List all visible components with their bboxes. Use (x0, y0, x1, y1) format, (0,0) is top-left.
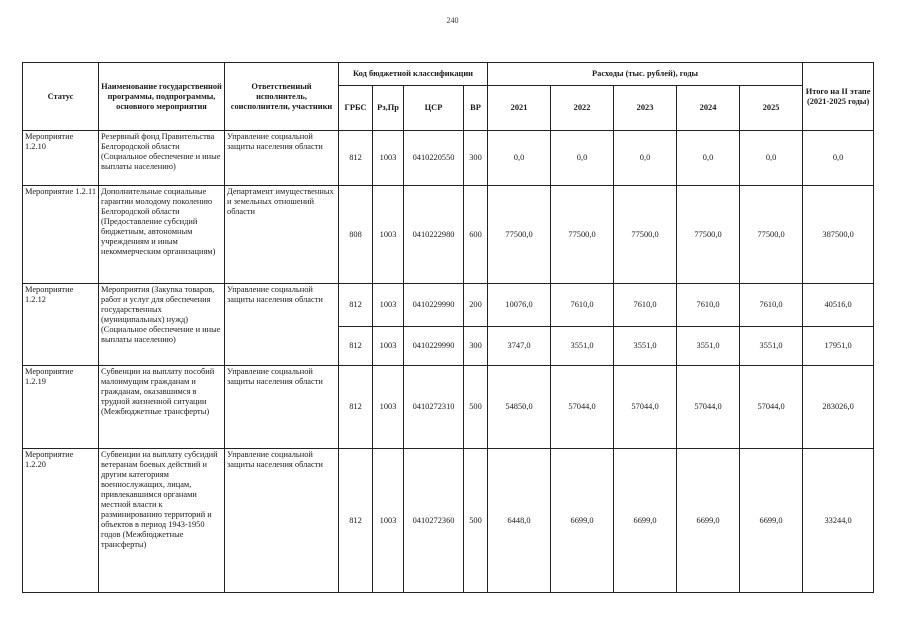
cell-2025: 7610,0 (740, 284, 803, 327)
cell-2023: 57044,0 (614, 366, 677, 449)
cell-vr: 300 (464, 131, 488, 186)
cell-2025: 77500,0 (740, 186, 803, 284)
cell-2024: 7610,0 (677, 284, 740, 327)
cell-2022: 7610,0 (551, 284, 614, 327)
header-grbs: ГРБС (339, 86, 373, 131)
row-name: Субвенции на выплату субсидий ветеранам боевых действий и другим категориям военнослужащих, лицам, привлекавшимся органами местной власти к разминированию территорий и объектов в период 1943-1950 годов (Межбюджетные трансферты) (99, 449, 225, 593)
cell-vr: 500 (464, 449, 488, 593)
page-number: 240 (446, 16, 459, 25)
cell-2022: 3551,0 (551, 327, 614, 366)
cell-2021: 0,0 (488, 131, 551, 186)
header-responsible: Ответственный исполнитель, соисполнители, участники (225, 63, 339, 131)
header-expenses: Расходы (тыс. рублей), годы (488, 63, 803, 86)
cell-2022: 77500,0 (551, 186, 614, 284)
cell-2021: 77500,0 (488, 186, 551, 284)
cell-total: 33244,0 (803, 449, 874, 593)
cell-grbs: 812 (339, 327, 373, 366)
cell-total: 0,0 (803, 131, 874, 186)
cell-2023: 7610,0 (614, 284, 677, 327)
cell-vr: 200 (464, 284, 488, 327)
cell-2023: 0,0 (614, 131, 677, 186)
cell-csr: 0410222980 (404, 186, 464, 284)
cell-rzpr: 1003 (373, 327, 404, 366)
row-responsible: Управление социальной защиты населения области (225, 366, 339, 449)
row-responsible: Управление социальной защиты населения области (225, 284, 339, 366)
row-name: Резервный фонд Правительства Белгородской области (Социальное обеспечение и иные выплаты населению) (99, 131, 225, 186)
cell-2022: 57044,0 (551, 366, 614, 449)
cell-grbs: 808 (339, 186, 373, 284)
header-year-2024: 2024 (677, 86, 740, 131)
budget-table (22, 62, 874, 593)
header-total: Итого на II этапе (2021-2025 годы) (803, 63, 874, 131)
cell-csr: 0410229990 (404, 327, 464, 366)
cell-2022: 6699,0 (551, 449, 614, 593)
cell-total: 17951,0 (803, 327, 874, 366)
table-row (23, 131, 874, 186)
cell-grbs: 812 (339, 284, 373, 327)
header-year-2021: 2021 (488, 86, 551, 131)
row-name: Субвенции на выплату пособий малоимущим гражданам и гражданам, оказавшимся в трудной жизненной ситуации (Межбюджетные трансферты) (99, 366, 225, 449)
cell-2025: 0,0 (740, 131, 803, 186)
row-status: Мероприятие 1.2.20 (23, 449, 99, 593)
cell-vr: 600 (464, 186, 488, 284)
cell-csr: 0410272360 (404, 449, 464, 593)
cell-2025: 3551,0 (740, 327, 803, 366)
cell-total: 283026,0 (803, 366, 874, 449)
table-row (23, 186, 874, 284)
cell-2023: 3551,0 (614, 327, 677, 366)
cell-csr: 0410229990 (404, 284, 464, 327)
header-status: Статус (23, 63, 99, 131)
cell-2025: 6699,0 (740, 449, 803, 593)
cell-2024: 3551,0 (677, 327, 740, 366)
cell-vr: 500 (464, 366, 488, 449)
header-year-2022: 2022 (551, 86, 614, 131)
row-name: Мероприятия (Закупка товаров, работ и услуг для обеспечения государственных (муниципальных) нужд) (Социальное обеспечение и иные выплаты населению) (99, 284, 225, 366)
table-row (23, 366, 874, 449)
cell-total: 40516,0 (803, 284, 874, 327)
cell-2025: 57044,0 (740, 366, 803, 449)
cell-grbs: 812 (339, 131, 373, 186)
cell-2024: 0,0 (677, 131, 740, 186)
cell-2023: 6699,0 (614, 449, 677, 593)
header-vr: ВР (464, 86, 488, 131)
cell-2021: 3747,0 (488, 327, 551, 366)
cell-grbs: 812 (339, 366, 373, 449)
cell-vr: 300 (464, 327, 488, 366)
row-status: Мероприятие 1.2.12 (23, 284, 99, 366)
header-name: Наименование государственной программы, подпрограммы, основного мероприятия (99, 63, 225, 131)
row-responsible: Департамент имущественных и земельных отношений области (225, 186, 339, 284)
header-rzpr: Рз,Пр (373, 86, 404, 131)
cell-rzpr: 1003 (373, 449, 404, 593)
header-csr: ЦСР (404, 86, 464, 131)
cell-total: 387500,0 (803, 186, 874, 284)
cell-2023: 77500,0 (614, 186, 677, 284)
cell-csr: 0410220550 (404, 131, 464, 186)
row-name: Дополнительные социальные гарантии молодому поколению Белгородской области (Предоставление субсидий бюджетным, автономным учреждениям и иным некоммерческим организациям) (99, 186, 225, 284)
row-status: Мероприятие 1.2.10 (23, 131, 99, 186)
table-row (23, 449, 874, 593)
row-responsible: Управление социальной защиты населения области (225, 449, 339, 593)
cell-2024: 57044,0 (677, 366, 740, 449)
row-status: Мероприятие 1.2.19 (23, 366, 99, 449)
cell-2022: 0,0 (551, 131, 614, 186)
row-responsible: Управление социальной защиты населения области (225, 131, 339, 186)
cell-2021: 10076,0 (488, 284, 551, 327)
row-status: Мероприятие 1.2.11 (23, 186, 99, 284)
cell-rzpr: 1003 (373, 366, 404, 449)
cell-2024: 6699,0 (677, 449, 740, 593)
header-year-2025: 2025 (740, 86, 803, 131)
cell-2021: 54850,0 (488, 366, 551, 449)
cell-rzpr: 1003 (373, 186, 404, 284)
cell-rzpr: 1003 (373, 284, 404, 327)
cell-2024: 77500,0 (677, 186, 740, 284)
cell-rzpr: 1003 (373, 131, 404, 186)
cell-csr: 0410272310 (404, 366, 464, 449)
cell-grbs: 812 (339, 449, 373, 593)
header-year-2023: 2023 (614, 86, 677, 131)
table-row (23, 284, 874, 327)
header-budget-code: Код бюджетной классификации (339, 63, 488, 86)
cell-2021: 6448,0 (488, 449, 551, 593)
